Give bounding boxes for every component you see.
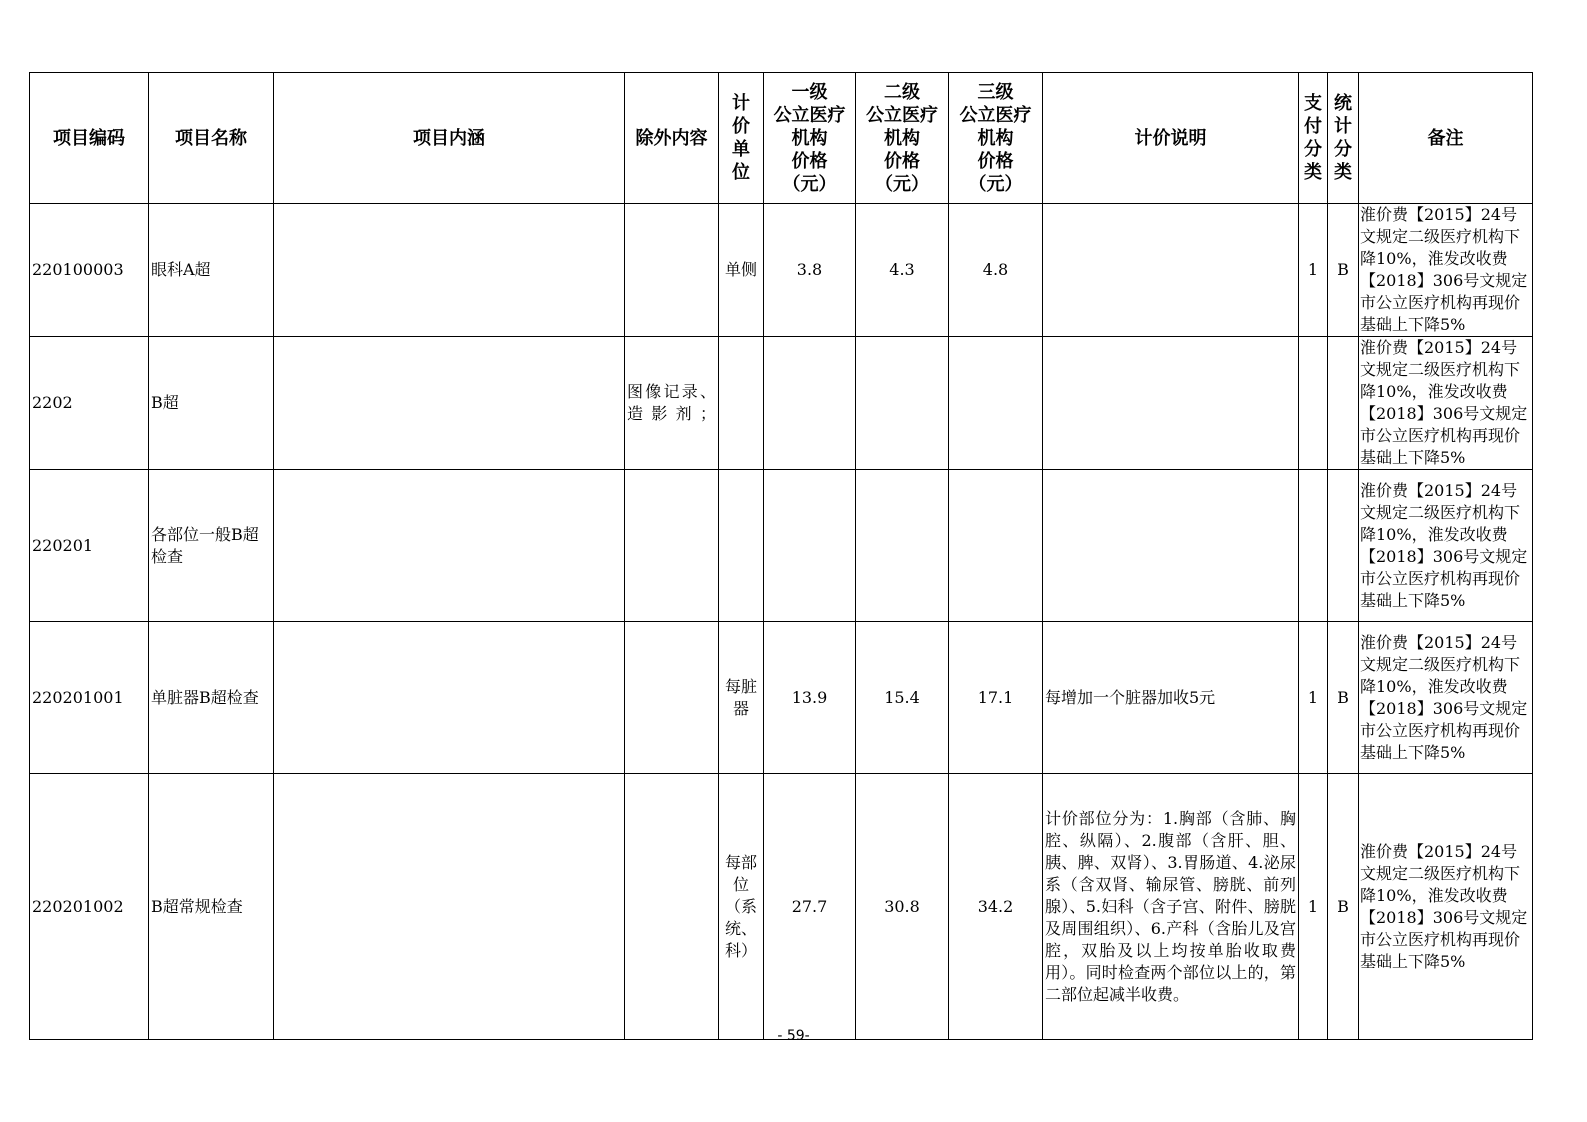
item-price-level-3 xyxy=(949,470,1043,622)
item-price-level-3: 17.1 xyxy=(949,622,1043,774)
page-number: - 59- xyxy=(777,1028,810,1044)
item-remarks: 淮价费【2015】24号文规定二级医疗机构下降10%，淮发改收费【2018】306号文规定市公立医疗机构再现价基础上下降5% xyxy=(1359,622,1533,774)
item-price-level-1 xyxy=(764,470,856,622)
table-row xyxy=(30,470,1533,622)
item-unit xyxy=(719,337,764,470)
item-unit: 每部 位 （系 统、 科） xyxy=(719,774,764,1040)
item-price-level-1 xyxy=(764,337,856,470)
item-unit: 单侧 xyxy=(719,204,764,337)
header-row xyxy=(30,73,1533,204)
item-name: B超常规检查 xyxy=(149,774,274,1040)
item-excluded xyxy=(625,204,719,337)
item-code: 220100003 xyxy=(30,204,149,337)
header-code: 项目编码 xyxy=(30,73,149,204)
item-pay-class xyxy=(1299,470,1328,622)
item-price-level-3: 34.2 xyxy=(949,774,1043,1040)
item-price-level-1: 3.8 xyxy=(764,204,856,337)
item-description xyxy=(1043,204,1299,337)
item-stat-class: B xyxy=(1328,622,1359,774)
item-unit: 每脏 器 xyxy=(719,622,764,774)
header-price-level-2: 二级 公立医疗 机构 价格 （元） xyxy=(856,73,949,204)
table-row xyxy=(30,774,1533,1040)
item-price-level-2 xyxy=(856,337,949,470)
item-stat-class: B xyxy=(1328,204,1359,337)
item-content xyxy=(274,470,625,622)
header-unit: 计 价 单 位 xyxy=(719,73,764,204)
item-content xyxy=(274,204,625,337)
item-price-level-3: 4.8 xyxy=(949,204,1043,337)
item-excluded xyxy=(625,470,719,622)
header-pay-class: 支 付 分 类 xyxy=(1299,73,1328,204)
item-name: 单脏器B超检查 xyxy=(149,622,274,774)
item-excluded: 图像记录、造影剂； xyxy=(625,337,719,470)
item-price-level-2: 15.4 xyxy=(856,622,949,774)
item-content xyxy=(274,337,625,470)
header-remarks: 备注 xyxy=(1359,73,1533,204)
item-pay-class: 1 xyxy=(1299,622,1328,774)
item-content xyxy=(274,622,625,774)
item-content xyxy=(274,774,625,1040)
item-remarks: 淮价费【2015】24号文规定二级医疗机构下降10%，淮发改收费【2018】306号文规定市公立医疗机构再现价基础上下降5% xyxy=(1359,337,1533,470)
item-name: B超 xyxy=(149,337,274,470)
item-price-level-2 xyxy=(856,470,949,622)
item-code: 2202 xyxy=(30,337,149,470)
item-code: 220201001 xyxy=(30,622,149,774)
header-excluded: 除外内容 xyxy=(625,73,719,204)
header-content: 项目内涵 xyxy=(274,73,625,204)
price-table xyxy=(29,72,1533,1040)
item-description xyxy=(1043,470,1299,622)
header-description: 计价说明 xyxy=(1043,73,1299,204)
item-excluded xyxy=(625,622,719,774)
item-name: 眼科A超 xyxy=(149,204,274,337)
header-price-level-3: 三级 公立医疗 机构 价格 （元） xyxy=(949,73,1043,204)
item-code: 220201 xyxy=(30,470,149,622)
item-price-level-1: 13.9 xyxy=(764,622,856,774)
item-unit xyxy=(719,470,764,622)
item-excluded xyxy=(625,774,719,1040)
header-stat-class: 统 计 分 类 xyxy=(1328,73,1359,204)
item-description: 每增加一个脏器加收5元 xyxy=(1043,622,1299,774)
table-row xyxy=(30,622,1533,774)
item-pay-class: 1 xyxy=(1299,774,1328,1040)
header-name: 项目名称 xyxy=(149,73,274,204)
item-price-level-2: 4.3 xyxy=(856,204,949,337)
item-description xyxy=(1043,337,1299,470)
table-row xyxy=(30,204,1533,337)
item-code: 220201002 xyxy=(30,774,149,1040)
item-name: 各部位一般B超检查 xyxy=(149,470,274,622)
item-stat-class xyxy=(1328,470,1359,622)
header-price-level-1: 一级 公立医疗 机构 价格 （元） xyxy=(764,73,856,204)
item-stat-class xyxy=(1328,337,1359,470)
item-pay-class xyxy=(1299,337,1328,470)
item-remarks: 淮价费【2015】24号文规定二级医疗机构下降10%，淮发改收费【2018】306号文规定市公立医疗机构再现价基础上下降5% xyxy=(1359,470,1533,622)
item-remarks: 淮价费【2015】24号文规定二级医疗机构下降10%，淮发改收费【2018】306号文规定市公立医疗机构再现价基础上下降5% xyxy=(1359,204,1533,337)
item-remarks: 淮价费【2015】24号文规定二级医疗机构下降10%，淮发改收费【2018】306号文规定市公立医疗机构再现价基础上下降5% xyxy=(1359,774,1533,1040)
item-price-level-1: 27.7 xyxy=(764,774,856,1040)
item-stat-class: B xyxy=(1328,774,1359,1040)
item-description: 计价部位分为：1.胸部（含肺、胸腔、纵隔）、2.腹部（含肝、胆、胰、脾、双肾）、3.胃肠道、4.泌尿系（含双肾、输尿管、膀胱、前列腺）、5.妇科（含子宫、附件、膀胱及周围组织）、6.产科（含胎儿及宫腔，双胎及以上均按单胎收取费用）。同时检查两个部位以上的，第二部位起减半收费。 xyxy=(1043,774,1299,1040)
item-pay-class: 1 xyxy=(1299,204,1328,337)
item-price-level-2: 30.8 xyxy=(856,774,949,1040)
table-row xyxy=(30,337,1533,470)
item-price-level-3 xyxy=(949,337,1043,470)
